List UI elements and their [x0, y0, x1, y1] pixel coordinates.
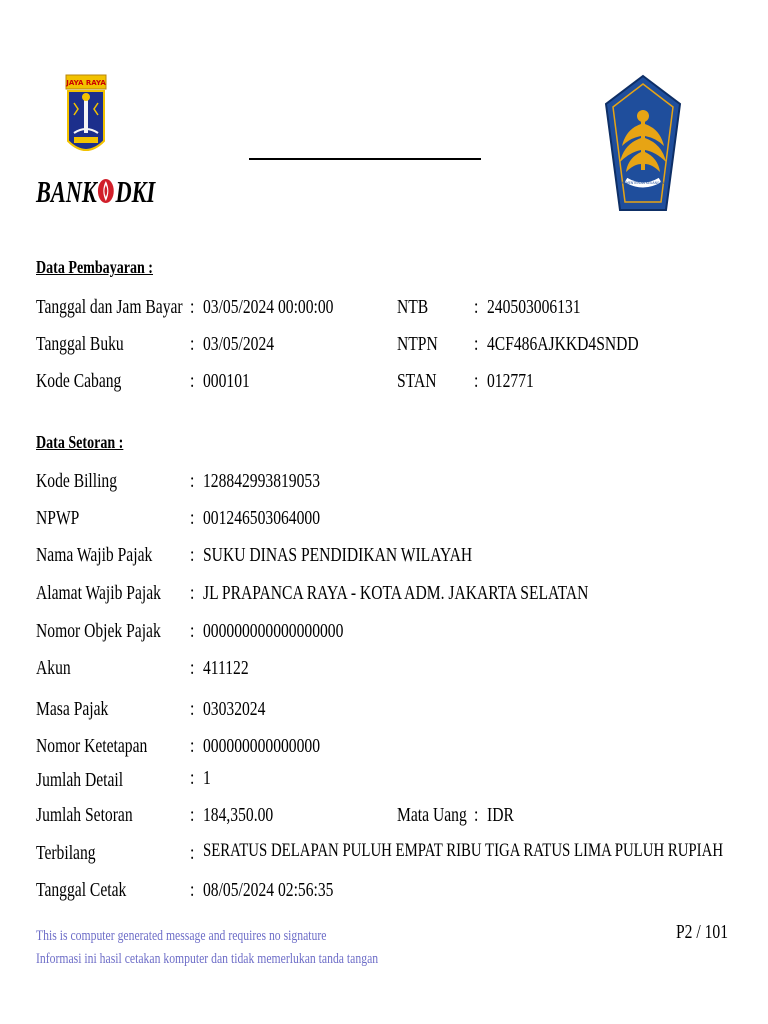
separator-colon: : [190, 620, 195, 642]
separator-colon: : [474, 333, 479, 355]
payment-label-ntpn: NTPN [397, 333, 438, 355]
deposit-label-amount-in-words: Terbilang [36, 842, 96, 864]
separator-colon: : [190, 657, 195, 679]
separator-colon: : [190, 879, 195, 901]
bank-name-left: BANK [36, 174, 97, 209]
separator-colon: : [190, 767, 195, 789]
footer-note-indonesian: Informasi ini hasil cetakan komputer dan tidak memerlukan tanda tangan [36, 951, 379, 967]
deposit-value-tax-object-number: 000000000000000000 [203, 620, 344, 642]
separator-colon: : [474, 296, 479, 318]
bank-name-right: DKI [115, 174, 156, 209]
payment-label-datetime: Tanggal dan Jam Bayar [36, 296, 183, 318]
separator-colon: : [190, 842, 195, 864]
deposit-value-billing-code: 128842993819053 [203, 470, 320, 492]
crest-banner-text: JAYA RAYA [66, 79, 106, 87]
deposit-value-taxpayer-name: SUKU DINAS PENDIDIKAN WILAYAH [203, 544, 473, 566]
payment-value-stan: 012771 [487, 370, 534, 392]
bank-dki-flame-icon [97, 177, 116, 213]
deposit-label-tax-object-number: Nomor Objek Pajak [36, 620, 161, 642]
deposit-label-taxpayer-name: Nama Wajib Pajak [36, 544, 153, 566]
deposit-value-assessment-number: 000000000000000 [203, 735, 320, 757]
separator-colon: : [190, 544, 195, 566]
separator-colon: : [190, 507, 195, 529]
separator-colon: : [474, 804, 479, 826]
deposit-label-print-date: Tanggal Cetak [36, 879, 127, 901]
separator-colon: : [190, 370, 195, 392]
payment-label-ntb: NTB [397, 296, 429, 318]
deposit-value-amount-in-words: SERATUS DELAPAN PULUH EMPAT RIBU TIGA RATUS LIMA PULUH RUPIAH [203, 840, 724, 861]
payment-value-branch-code: 000101 [203, 370, 250, 392]
separator-colon: : [190, 582, 195, 604]
emblem-ribbon-text: KEMENTERIAN KEUANGAN [622, 181, 664, 185]
separator-colon: : [190, 698, 195, 720]
jakarta-crest-logo [60, 73, 112, 173]
payment-label-branch-code: Kode Cabang [36, 370, 122, 392]
deposit-label-tax-period: Masa Pajak [36, 698, 109, 720]
separator-colon: : [190, 470, 195, 492]
deposit-label-npwp: NPWP [36, 507, 80, 529]
header-divider-line [249, 158, 481, 160]
payment-value-book-date: 03/05/2024 [203, 333, 275, 355]
deposit-value-detail-count: 1 [203, 767, 211, 789]
separator-colon: : [190, 296, 195, 318]
payment-value-datetime: 03/05/2024 00:00:00 [203, 296, 334, 318]
deposit-label-currency: Mata Uang [397, 804, 467, 826]
deposit-label-taxpayer-address: Alamat Wajib Pajak [36, 582, 161, 604]
separator-colon: : [190, 804, 195, 826]
deposit-value-currency: IDR [487, 804, 514, 826]
page-number: P2 / 101 [676, 921, 729, 943]
separator-colon: : [190, 333, 195, 355]
kemenkeu-emblem-logo [604, 74, 682, 212]
payment-section-title: Data Pembayaran : [36, 257, 153, 277]
deposit-label-billing-code: Kode Billing [36, 470, 118, 492]
payment-label-book-date: Tanggal Buku [36, 333, 124, 355]
deposit-section-title: Data Setoran : [36, 432, 124, 452]
payment-value-ntpn: 4CF486AJKKD4SNDD [487, 333, 639, 355]
deposit-value-amount: 184,350.00 [203, 804, 274, 826]
deposit-label-assessment-number: Nomor Ketetapan [36, 735, 148, 757]
separator-colon: : [190, 735, 195, 757]
deposit-label-amount: Jumlah Setoran [36, 804, 133, 826]
bank-dki-wordmark [36, 174, 155, 213]
deposit-value-account: 411122 [203, 657, 249, 679]
footer-note-english: This is computer generated message and requires no signature [36, 928, 327, 944]
deposit-value-print-date: 08/05/2024 02:56:35 [203, 879, 334, 901]
deposit-value-taxpayer-address: JL PRAPANCA RAYA - KOTA ADM. JAKARTA SELATAN [203, 582, 589, 604]
deposit-value-tax-period: 03032024 [203, 698, 266, 720]
payment-value-ntb: 240503006131 [487, 296, 581, 318]
payment-label-stan: STAN [397, 370, 437, 392]
deposit-label-account: Akun [36, 657, 71, 679]
deposit-label-detail-count: Jumlah Detail [36, 769, 124, 791]
separator-colon: : [474, 370, 479, 392]
deposit-value-npwp: 001246503064000 [203, 507, 320, 529]
